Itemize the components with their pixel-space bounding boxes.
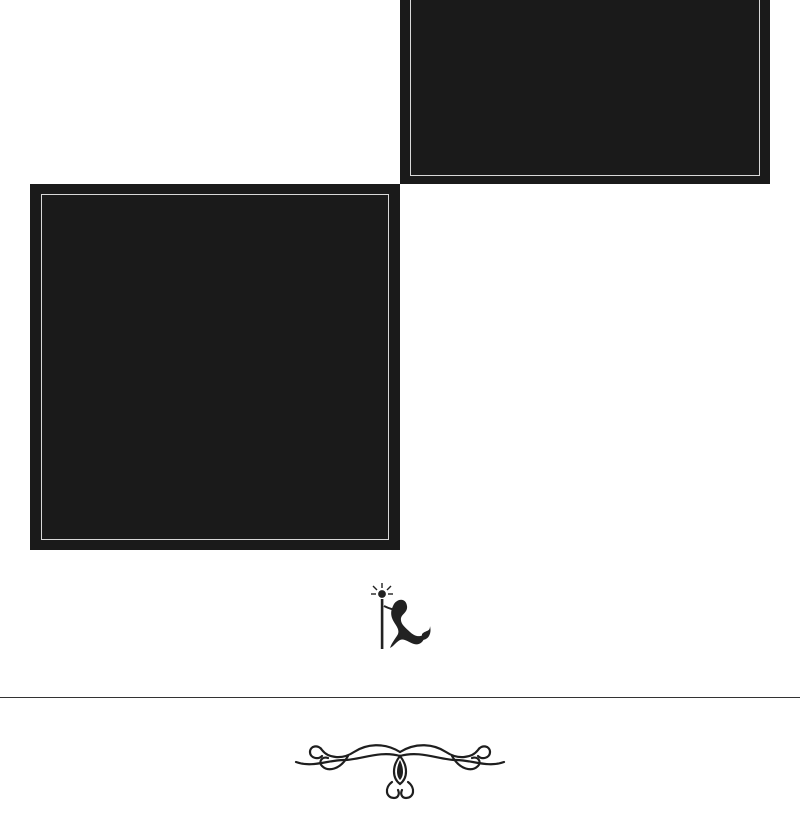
pearl-photo-top: [400, 0, 770, 184]
pearl-necklace-set: [30, 184, 400, 550]
pearl-strand-top: [400, 0, 770, 184]
mermaid-logo-icon: [368, 580, 432, 652]
flourish-ornament-icon: [288, 738, 512, 804]
pearl-photo-main: [30, 184, 400, 550]
section-divider: [0, 697, 800, 698]
